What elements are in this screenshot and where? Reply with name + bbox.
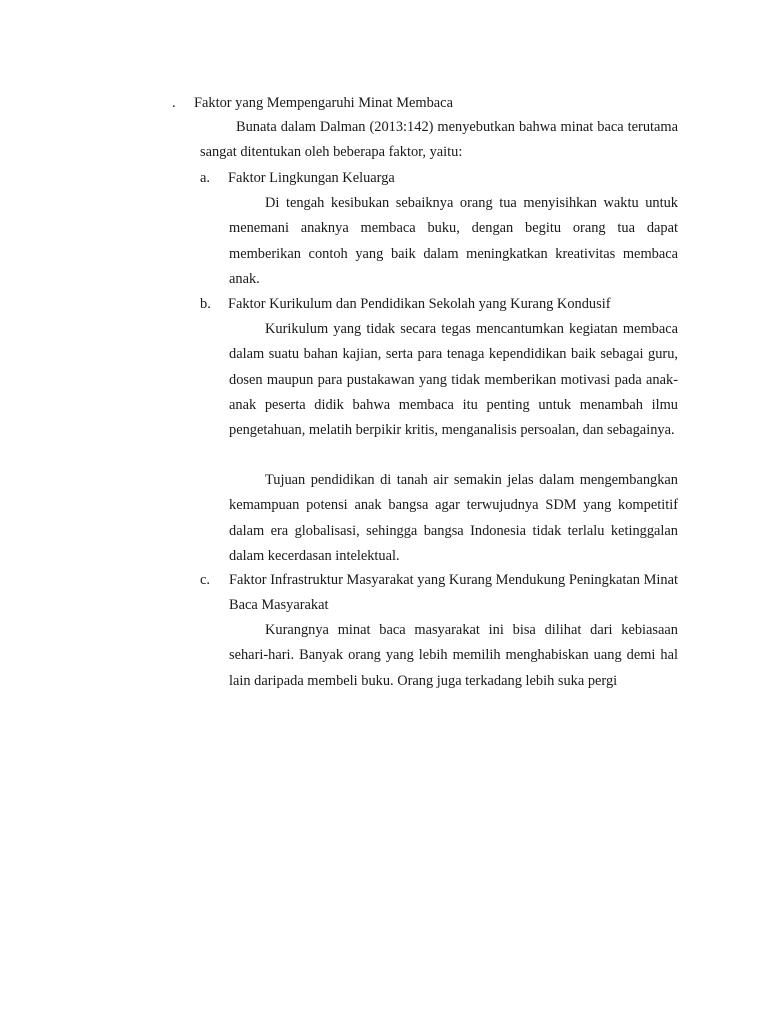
item-c-heading xyxy=(200,568,678,619)
item-b-marker: b. xyxy=(200,296,211,312)
item-a-marker: a. xyxy=(200,170,210,186)
intro-paragraph: Bunata dalam Dalman (2013:142) menyebutkan bahwa minat baca terutama sangat ditentukan oleh beberapa faktor, yaitu: xyxy=(200,119,678,161)
heading-title: Faktor yang Mempengaruhi Minat Membaca xyxy=(194,95,453,111)
heading-bullet: . xyxy=(172,95,176,111)
item-b-title: Faktor Kurikulum dan Pendidikan Sekolah yang Kurang Kondusif xyxy=(228,296,611,312)
item-a-paragraph: Di tengah kesibukan sebaiknya orang tua menyisihkan waktu untuk menemani anaknya membaca buku, dengan begitu orang tua dapat memberikan contoh yang baik dalam meningkatkan kreativitas membaca anak. xyxy=(229,195,678,287)
item-c-title: Faktor Infrastruktur Masyarakat yang Kurang Mendukung Peningkatan Minat Baca Masyarakat xyxy=(229,572,678,614)
item-b-paragraph-1: Kurikulum yang tidak secara tegas mencantumkan kegiatan membaca dalam suatu bahan kajian, serta para tenaga kependidikan baik sebagai guru, dosen maupun para pustakawan yang tidak memberikan motivasi pada anak-anak peserta didik bahwa membaca itu penting untuk menambah ilmu pengetahuan, melatih berpikir kritis, menganalisis persoalan, dan sebagainya. xyxy=(229,321,678,439)
item-a-heading xyxy=(200,167,395,189)
item-c-marker: c. xyxy=(200,572,210,588)
item-b-heading xyxy=(200,293,611,315)
item-a-title: Faktor Lingkungan Keluarga xyxy=(228,170,395,186)
item-c-paragraph: Kurangnya minat baca masyarakat ini bisa dilihat dari kebiasaan sehari-hari. Banyak orang yang lebih memilih menghabiskan uang demi hal lain daripada membeli buku. Orang juga terkadang lebih suka pergi xyxy=(229,622,678,689)
section-heading xyxy=(172,92,453,114)
item-b-paragraph-2: Tujuan pendidikan di tanah air semakin jelas dalam mengembangkan kemampuan potensi anak bangsa agar terwujudnya SDM yang kompetitif dalam era globalisasi, sehingga bangsa Indonesia tidak terlalu ketinggalan dalam kecerdasan intelektual. xyxy=(229,472,678,564)
